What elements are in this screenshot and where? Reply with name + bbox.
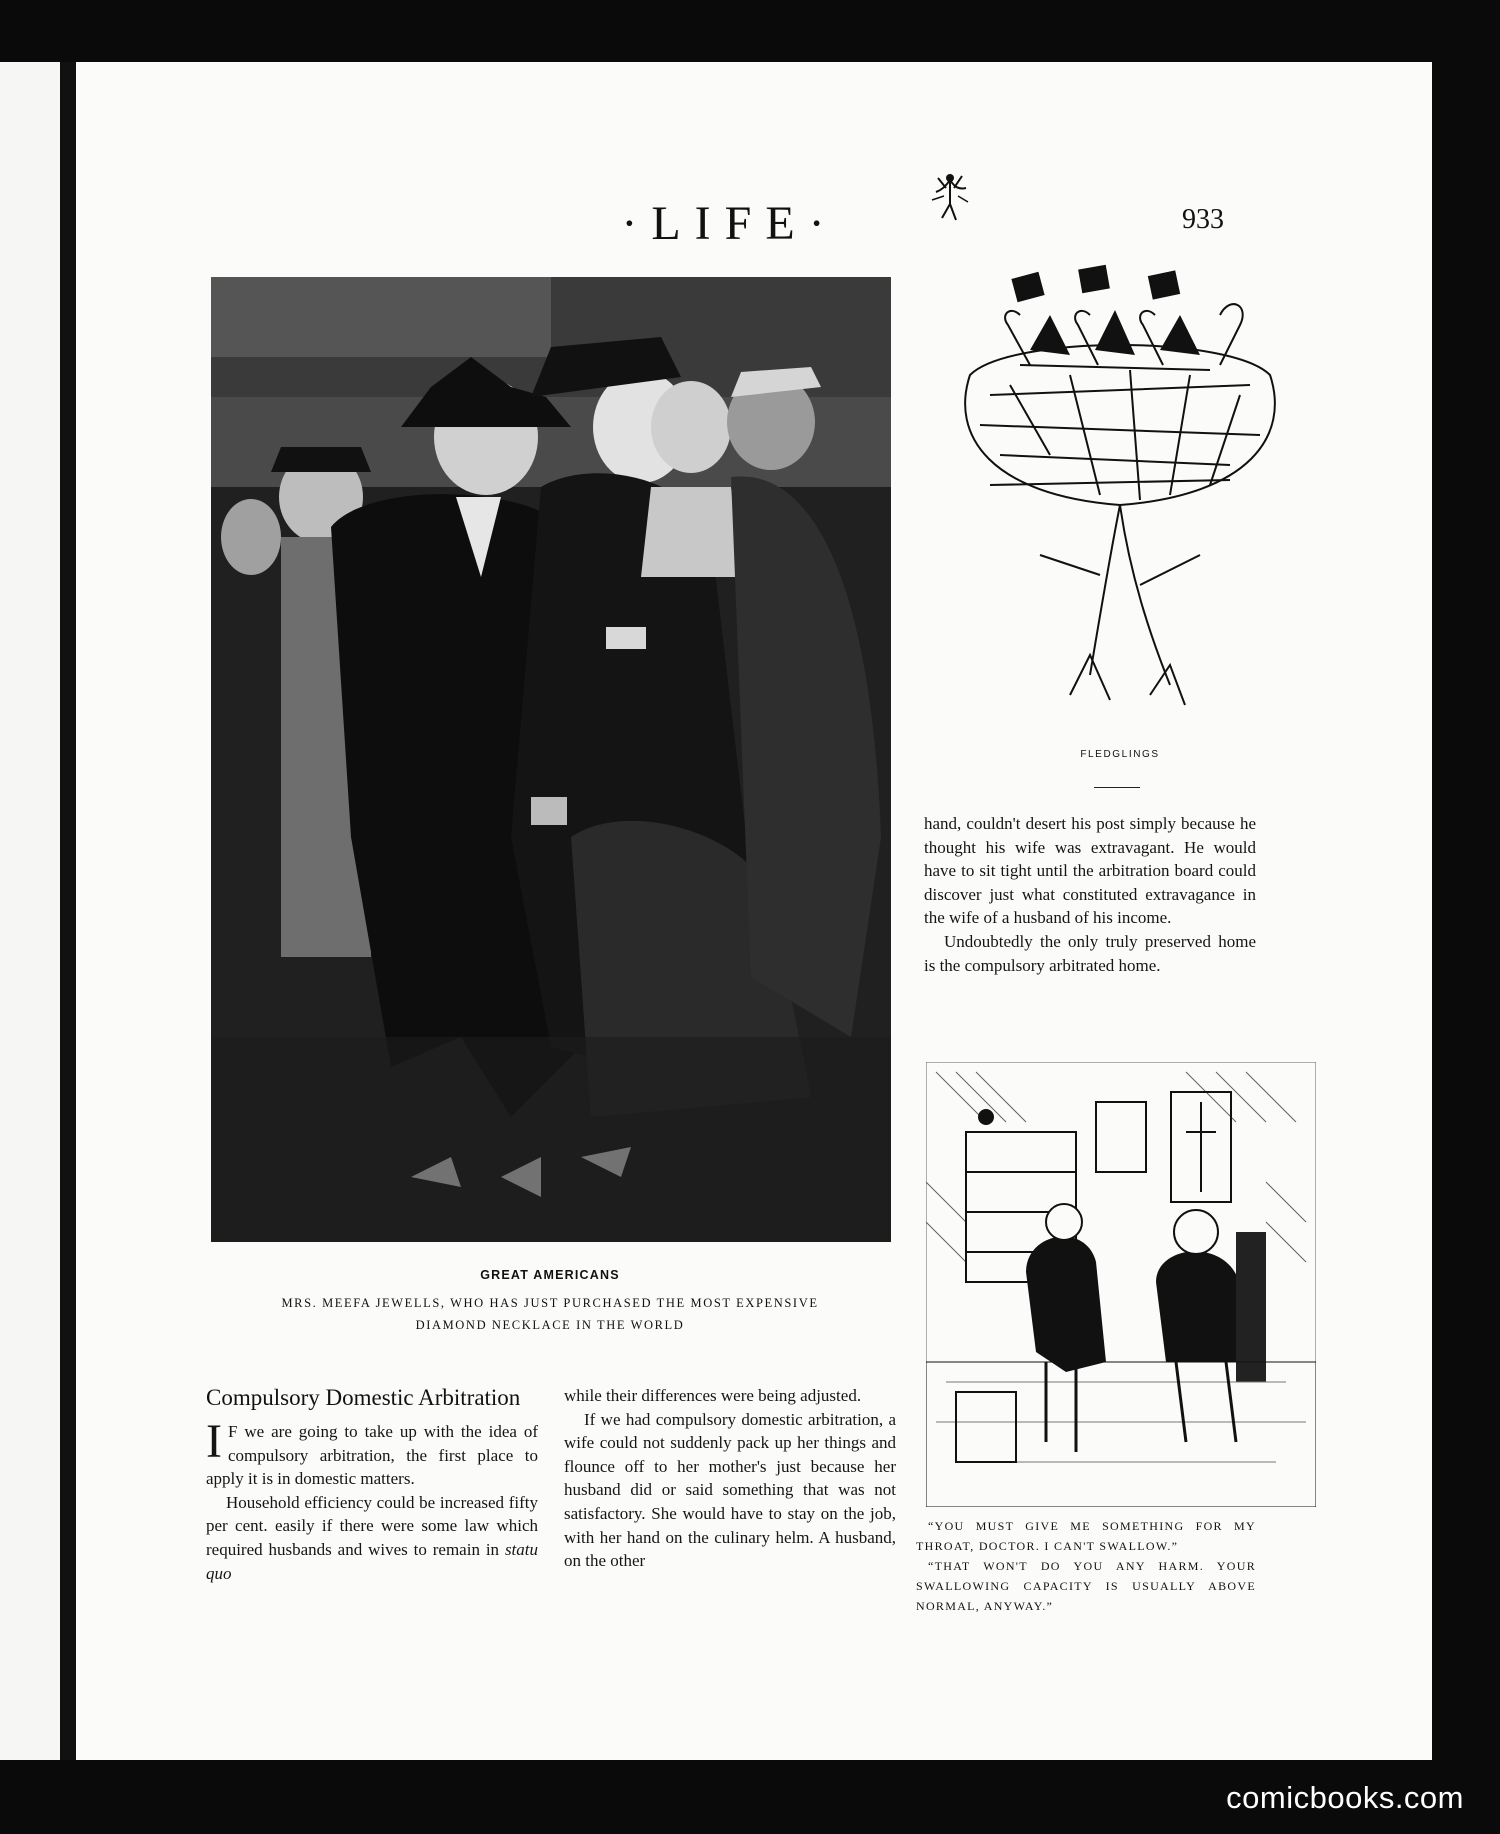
caption-paragraph: “THAT WON'T DO YOU ANY HARM. YOUR SWALLOWING CAPACITY IS USUALLY ABOVE NORMAL, ANYWAY.” [916,1559,1256,1613]
paragraph: I F we are going to take up with the idea of compulsory arbitration, the first place to apply it is in domestic matters. [206,1415,538,1489]
main-illustration-caption [200,1268,900,1336]
previous-page-edge [0,62,60,1760]
paragraph: Household efficiency could be increased fifty per cent. easily if there were some law which required husbands and wives to remain in statu quo [206,1492,538,1583]
great-americans-illustration [211,277,891,1242]
caption-line-2: DIAMOND NECKLACE IN THE WORLD [415,1318,685,1332]
page-gutter [60,62,76,1760]
article-column-2 [564,1384,896,1573]
cupid-icon [928,170,972,230]
caption-body [200,1292,900,1336]
caption-rule [1094,787,1140,788]
caption-paragraph: “YOU MUST GIVE ME SOMETHING FOR MY THROAT, DOCTOR. I CAN'T SWALLOW.” [916,1519,1256,1553]
caption-title: GREAT AMERICANS [480,1268,620,1282]
paragraph: Undoubtedly the only truly preserved home is the compulsory arbitrated home. [924,931,1256,975]
drop-cap: I [206,1415,222,1468]
paragraph: while their differences were being adjusted. [564,1386,862,1405]
fledglings-illustration [930,255,1300,720]
article-column-3 [924,812,1256,977]
article-column-1 [206,1415,538,1585]
doctor-cartoon-caption [916,1516,1256,1616]
italic-phrase: statu quo [206,1539,538,1583]
fledglings-caption: FLEDGLINGS [1080,749,1160,760]
page-number: 933 [1182,204,1224,235]
caption-line-1: MRS. MEEFA JEWELLS, WHO HAS JUST PURCHASED THE MOST EXPENSIVE [281,1296,819,1310]
paragraph: hand, couldn't desert his post simply because he thought his wife was extravagant. He would have to sit tight until the arbitration board could discover just what constituted extravagance in the wife of a husband of his income. [924,814,1256,928]
site-watermark: comicbooks.com [1218,1778,1472,1818]
article-title: Compulsory Domestic Arbitration [206,1385,521,1410]
doctor-cartoon-illustration [926,1062,1316,1507]
masthead-title: ·LIFE· [621,197,839,250]
paragraph: If we had compulsory domestic arbitration, a wife could not suddenly pack up her things and flounce off to her mother's just because her husband did or said something that was not satisfactory. She would have to stay on the job, with her hand on the culinary helm. A husband, on the other [564,1409,896,1571]
